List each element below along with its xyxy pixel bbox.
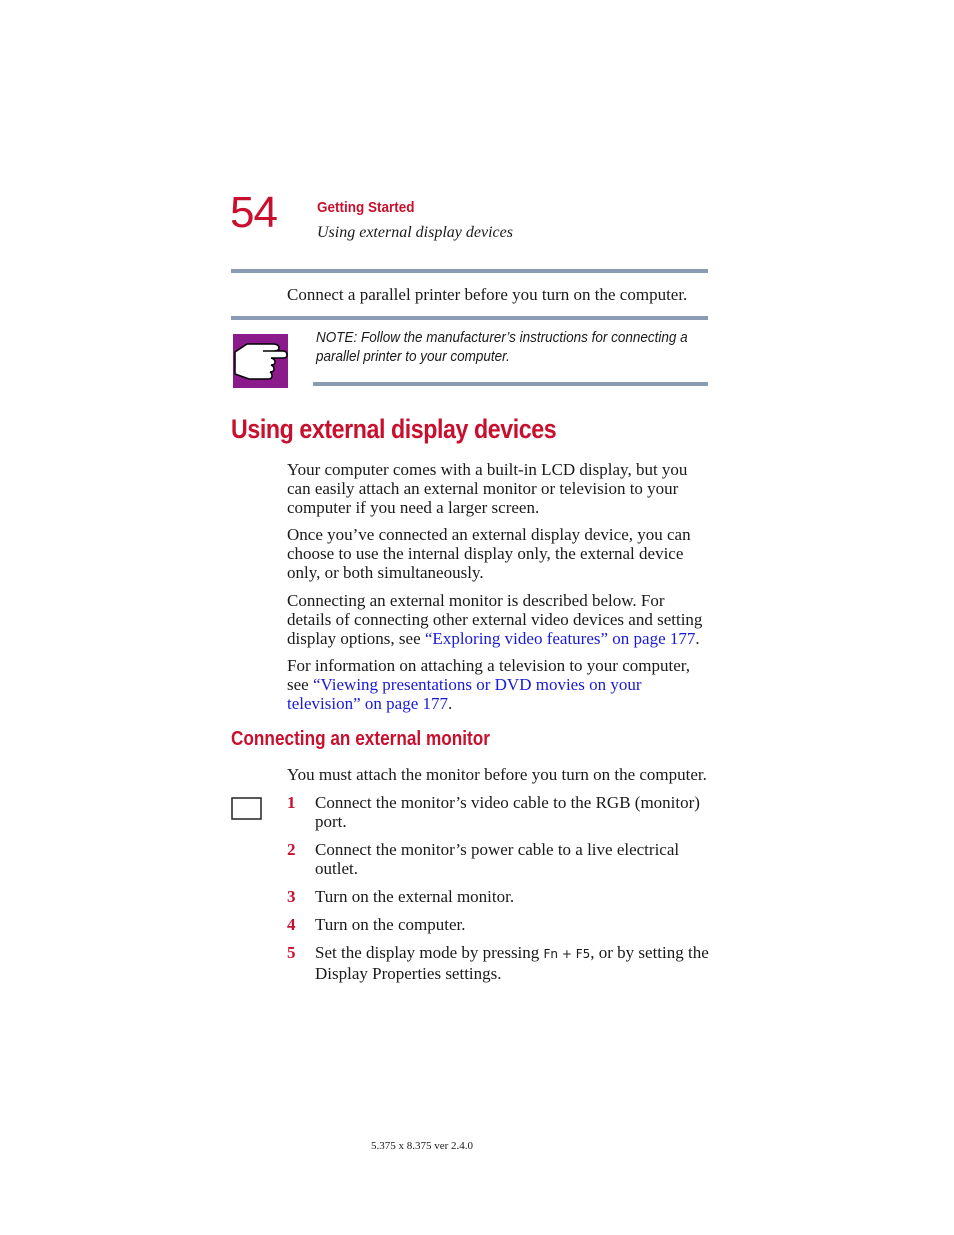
paragraph-3	[287, 591, 712, 648]
top-rule	[231, 269, 708, 273]
paragraph-4	[287, 656, 707, 713]
step-5-text-end: , or by setting the Display Properties settings.	[315, 943, 709, 983]
step-number: 4	[287, 915, 296, 934]
step-text: Turn on the external monitor.	[315, 887, 515, 906]
pointing-hand-icon	[233, 334, 288, 388]
paragraph-1: Your computer comes with a built-in LCD display, but you can easily attach an external monitor or television to your computer if you need a larger screen.	[287, 460, 688, 517]
page-number: 54	[230, 188, 277, 237]
step-number: 2	[287, 840, 296, 859]
step-5-text-start: Set the display mode by pressing	[315, 943, 544, 962]
footer-version: 5.375 x 8.375 ver 2.4.0	[371, 1140, 474, 1152]
section-heading: Using external display devices	[231, 414, 557, 444]
step-text: Connect the monitor’s power cable to a live electrical outlet.	[315, 840, 680, 878]
step-number: 3	[287, 887, 296, 906]
note-bottom-rule	[313, 382, 708, 386]
running-section-title: Using external display devices	[317, 224, 513, 241]
paragraph-3-end: .	[695, 629, 700, 648]
paragraph-4-text: For information on attaching a television to your computer, see	[287, 656, 690, 694]
fn-f5-key: Fn + F5	[543, 947, 591, 961]
step-text: Turn on the computer.	[315, 915, 466, 934]
subsection-intro: You must attach the monitor before you turn on the computer.	[287, 765, 707, 784]
step-text	[315, 943, 710, 983]
note-text: NOTE: Follow the manufacturer’s instructions for connecting a parallel printer to your computer.	[316, 329, 688, 365]
intro-text: Connect a parallel printer before you turn on the computer.	[287, 285, 688, 304]
exploring-video-features-link[interactable]: “Exploring video features” on page 177	[424, 629, 696, 648]
viewing-presentations-link[interactable]: “Viewing presentations or DVD movies on your television” on page 177	[287, 675, 642, 713]
paragraph-2: Once you’ve connected an external display device, you can choose to use the internal display only, the external device only, or both simultaneously.	[287, 525, 691, 582]
procedure-box-icon	[231, 797, 262, 820]
note-top-rule	[231, 316, 708, 320]
step-text: Connect the monitor’s video cable to the RGB (monitor) port.	[315, 793, 700, 831]
chapter-title: Getting Started	[317, 199, 415, 216]
step-number: 5	[287, 943, 296, 962]
paragraph-4-end: .	[448, 694, 453, 713]
subsection-heading: Connecting an external monitor	[231, 728, 490, 750]
step-number: 1	[287, 793, 296, 812]
paragraph-3-text: Connecting an external monitor is described below. For details of connecting other external video devices and setting display options, see	[287, 591, 703, 648]
